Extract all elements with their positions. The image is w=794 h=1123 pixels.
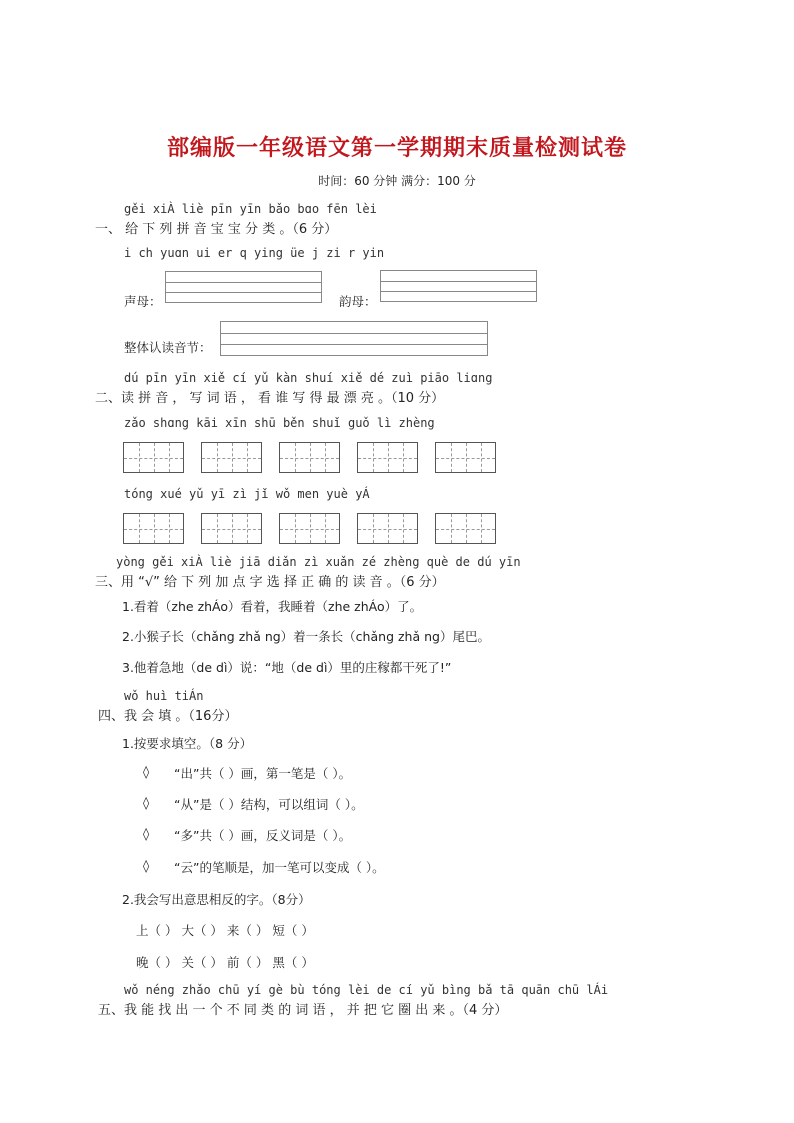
section3-item1: 1.看着（zhe zhÁo）看着，我睡着（zhe zhÁo）了。 — [122, 599, 423, 614]
section1-pinyin: gěi xiÀ liè pīn yīn bǎo bɑo fēn lèi — [124, 202, 377, 216]
bullet-icon: ◊ — [143, 795, 150, 810]
section2-pinyin: dú pīn yīn xiě cí yǔ kàn shuí xiě dé zuì piāo liɑng — [124, 371, 493, 385]
yunmu-label: 韵母： — [339, 294, 377, 309]
section4-heading: 四、我 会 填 。（16分） — [98, 709, 238, 724]
section4-sub1: 1.按要求填空。（8 分） — [122, 736, 253, 751]
section5-heading: 五、我 能 找 出 一 个 不 同 类 的 词 语 ， 并 把 它 圈 出 来 。（4 分） — [98, 1003, 508, 1018]
grid-row2-pinyin: tóng xué yǔ yī zì jǐ wǒ men yuè yÁ — [124, 487, 370, 501]
writing-cell[interactable] — [357, 442, 418, 473]
section5-pinyin: wǒ néng zhǎo chū yí gè bù tóng lèi de cí yǔ bìng bǎ tā quān chū lÁi — [124, 983, 609, 997]
section3-heading: 三、用 “√” 给 下 列 加 点 字 选 择 正 确 的 读 音 。（6 分） — [95, 575, 445, 590]
shengmu-label: 声母： — [124, 294, 162, 309]
grid-row1-pinyin: zǎo shɑng kāi xīn shū běn shuǐ guǒ lì zhèng — [124, 416, 435, 430]
writing-cell[interactable] — [435, 442, 496, 473]
fill-item-1: “出”共（ ）画，第一笔是（ ）。 — [174, 766, 352, 781]
section3-item2: 2.小猴子长（chǎng zhǎ ng）着一条长（chǎng zhǎ ng）尾巴。 — [122, 629, 490, 644]
section1-syllables: i ch yuɑn ui er q ying üe j zi r yin — [124, 246, 385, 260]
writing-cell[interactable] — [123, 442, 184, 473]
writing-grid-row1 — [123, 442, 496, 473]
bullet-icon: ◊ — [143, 764, 150, 779]
writing-cell[interactable] — [279, 442, 340, 473]
writing-cell[interactable] — [279, 513, 340, 544]
fill-item-2: “从”是（ ）结构，可以组词（ ）。 — [174, 797, 364, 812]
yunmu-answer-lines[interactable] — [380, 270, 537, 302]
writing-cell[interactable] — [201, 442, 262, 473]
section3-item3: 3.他着急地（de dì）说：“地（de dì）里的庄稼都干死了!” — [122, 660, 452, 675]
section4-pinyin: wǒ huì tiÁn — [124, 689, 204, 703]
zhengti-label: 整体认读音节： — [124, 340, 212, 355]
fill-item-3: “多”共（ ）画，反义词是（ ）。 — [174, 828, 352, 843]
writing-grid-row2 — [123, 513, 496, 544]
section2-heading: 二、读 拼 音 ， 写 词 语 ， 看 谁 写 得 最 漂 亮 。（10 分） — [95, 391, 445, 406]
section3-pinyin: yòng gěi xiÀ liè jiā diǎn zì xuǎn zé zhèng què de dú yīn — [116, 555, 521, 569]
exam-info: 时间：60 分钟 满分：100 分 — [318, 174, 476, 188]
bullet-icon: ◊ — [143, 826, 150, 841]
writing-cell[interactable] — [357, 513, 418, 544]
zhengti-answer-lines[interactable] — [220, 321, 488, 356]
writing-cell[interactable] — [123, 513, 184, 544]
bullet-icon: ◊ — [143, 858, 150, 873]
page-title: 部编版一年级语文第一学期期末质量检测试卷 — [166, 136, 627, 161]
opposite-row-2: 晚（ ） 关（ ） 前（ ） 黑（ ） — [136, 955, 314, 970]
section1-heading: 一、 给 下 列 拼 音 宝 宝 分 类 。（6 分） — [95, 222, 338, 237]
writing-cell[interactable] — [435, 513, 496, 544]
fill-item-4: “云”的笔顺是，加一笔可以变成（ ）。 — [174, 860, 385, 875]
writing-cell[interactable] — [201, 513, 262, 544]
opposite-row-1: 上（ ） 大（ ） 来（ ） 短（ ） — [136, 923, 314, 938]
shengmu-answer-lines[interactable] — [165, 271, 322, 303]
section4-sub2: 2.我会写出意思相反的字。（8分） — [122, 892, 311, 907]
